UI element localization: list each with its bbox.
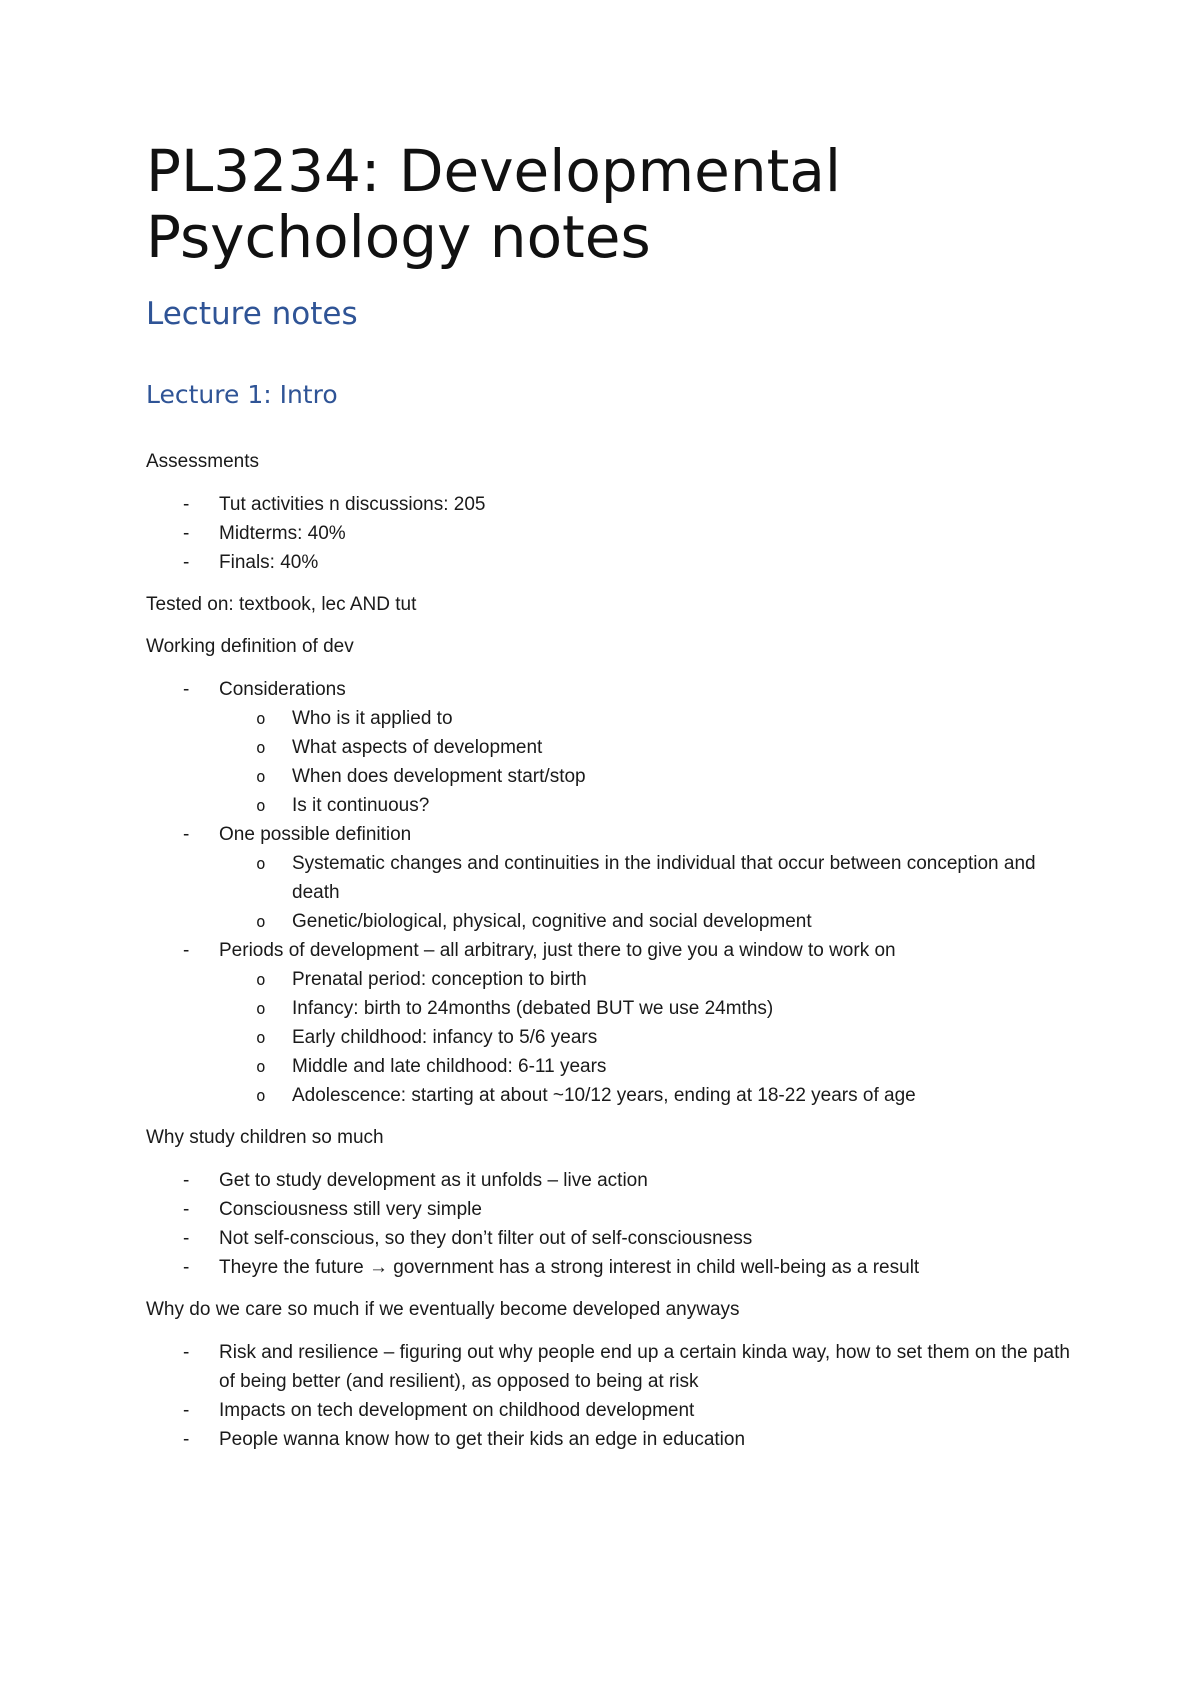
assessments-label: Assessments: [146, 451, 259, 472]
sub-list-item: o Adolescence: starting at about ~10/12 years, ending at 18-22 years of age: [219, 1081, 1076, 1110]
list-item: - Midterms: 40%: [146, 519, 1076, 548]
circle-bullet-icon: o: [256, 767, 266, 786]
why-children-list: [146, 1166, 1076, 1282]
circle-bullet-icon: o: [256, 854, 266, 873]
circle-bullet-icon: o: [256, 1057, 266, 1076]
circle-bullet-icon: o: [256, 970, 266, 989]
list-item: - People wanna know how to get their kids an edge in education: [146, 1425, 1076, 1454]
document-body: [146, 138, 1076, 1454]
list-item: - Tut activities n discussions: 205: [146, 490, 1076, 519]
sub-list-item: o When does development start/stop: [219, 762, 1076, 791]
sub-list-item: o Is it continuous?: [219, 791, 1076, 820]
circle-bullet-icon: o: [256, 1028, 266, 1047]
possible-definition-label: One possible definition: [219, 824, 412, 845]
working-definition-label: Working definition of dev: [146, 636, 354, 657]
why-care-label: Why do we care so much if we eventually become developed anyways: [146, 1299, 740, 1320]
considerations-sublist: [219, 704, 1076, 820]
list-item: - Consciousness still very simple: [146, 1195, 1076, 1224]
sub-list-item: o Who is it applied to: [219, 704, 1076, 733]
list-item: - Finals: 40%: [146, 548, 1076, 577]
why-care-list: [146, 1338, 1076, 1454]
list-item: [146, 820, 1076, 936]
sub-list-item: o Infancy: birth to 24months (debated BUT we use 24mths): [219, 994, 1076, 1023]
working-definition-list: [146, 675, 1076, 1110]
document-title: [146, 138, 1076, 270]
possible-definition-sublist: [219, 849, 1076, 936]
periods-sublist: [219, 965, 1076, 1110]
list-item: - Impacts on tech development on childhood development: [146, 1396, 1076, 1425]
circle-bullet-icon: o: [256, 912, 266, 931]
title-line-1: PL3234: Developmental: [146, 137, 841, 205]
sub-list-item: o Early childhood: infancy to 5/6 years: [219, 1023, 1076, 1052]
circle-bullet-icon: o: [256, 796, 266, 815]
circle-bullet-icon: o: [256, 738, 266, 757]
assessments-list: [146, 490, 1076, 577]
list-item: - Not self-conscious, so they don’t filter out of self-consciousness: [146, 1224, 1076, 1253]
circle-bullet-icon: o: [256, 709, 266, 728]
title-line-2: Psychology notes: [146, 203, 651, 271]
sub-list-item: o Middle and late childhood: 6-11 years: [219, 1052, 1076, 1081]
list-item: - Risk and resilience – figuring out why people end up a certain kinda way, how to set them on the path of being better (and resilient), as opposed to being at risk: [146, 1338, 1076, 1396]
list-item: - Theyre the future → government has a strong interest in child well-being as a result: [146, 1253, 1076, 1282]
sub-list-item: o Prenatal period: conception to birth: [219, 965, 1076, 994]
tested-on-text: Tested on: textbook, lec AND tut: [146, 594, 417, 615]
why-children-label: Why study children so much: [146, 1127, 384, 1148]
circle-bullet-icon: o: [256, 999, 266, 1018]
circle-bullet-icon: o: [256, 1086, 266, 1105]
list-item: [146, 936, 1076, 1110]
sub-list-item: o What aspects of development: [219, 733, 1076, 762]
section-heading: Lecture notes: [146, 296, 358, 332]
list-item: [146, 675, 1076, 820]
sub-list-item: o Genetic/biological, physical, cognitive and social development: [219, 907, 1076, 936]
sub-list-item: o Systematic changes and continuities in the individual that occur between conception and death: [219, 849, 1076, 907]
lecture-heading: Lecture 1: Intro: [146, 380, 338, 409]
considerations-label: Considerations: [219, 679, 346, 700]
periods-label: Periods of development – all arbitrary, just there to give you a window to work on: [219, 940, 896, 961]
list-item: - Get to study development as it unfolds – live action: [146, 1166, 1076, 1195]
